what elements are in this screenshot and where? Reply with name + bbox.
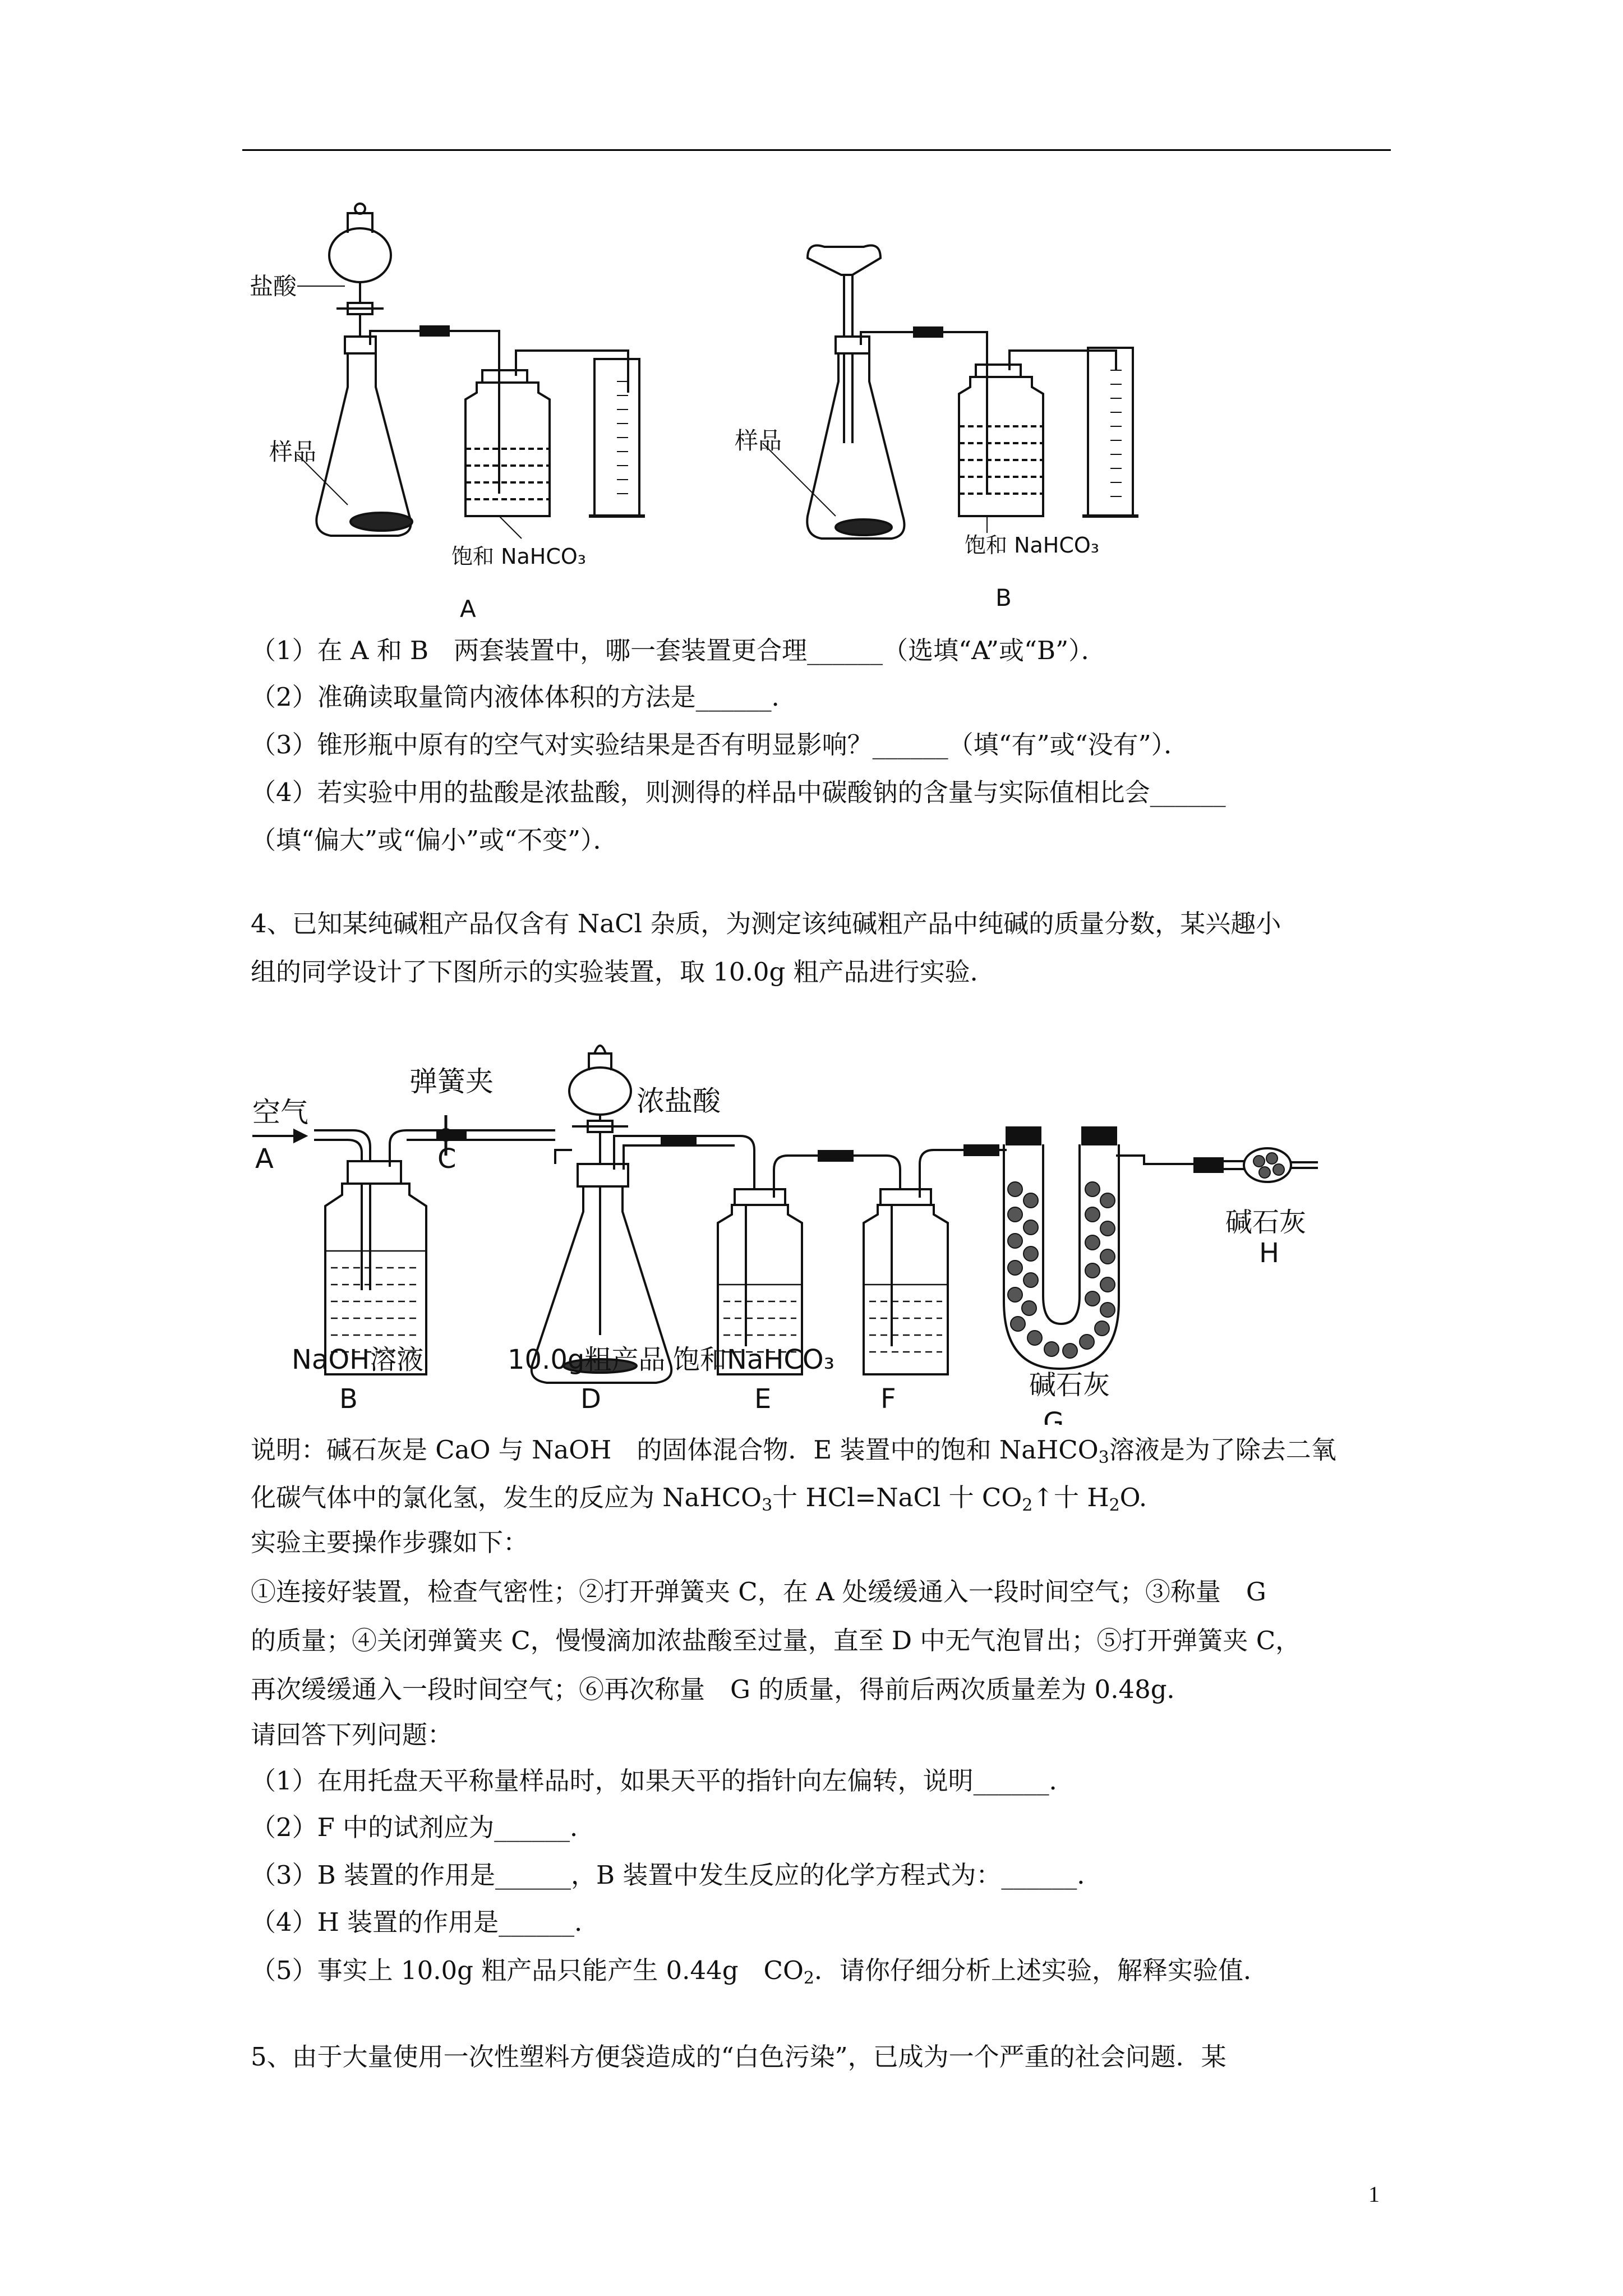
drying-tube-h <box>1195 1148 1318 1182</box>
label-f: F <box>880 1383 896 1415</box>
apparatus-a <box>297 204 645 539</box>
label-naoh: NaOH溶液 <box>292 1344 424 1375</box>
label-clip: 弹簧夹 <box>409 1065 494 1098</box>
label-c: C <box>437 1143 457 1175</box>
q4-item-2: （2）F 中的试剂应为______． <box>251 1812 596 1842</box>
q5-stem-line-1: 5、由于大量使用一次性塑料方便袋造成的“白色污染”，已成为一个严重的社会问题．某 <box>251 2042 1227 2072</box>
label-sat-nahco3: 饱和NaHCO₃ <box>673 1344 834 1375</box>
q3-item-2: （2）准确读取量筒内液体体积的方法是______． <box>251 682 797 712</box>
label-lime-h: 碱石灰 <box>1225 1207 1307 1238</box>
bottle-b <box>325 1130 426 1374</box>
page-number: 1 <box>1368 2182 1380 2207</box>
bottle-f <box>864 1150 1007 1374</box>
q4-note-line-1: 说明：碱石灰是 CaO 与 NaOH 的固体混合物．E 装置中的饱和 NaHCO$_3$溶液是为了除去二氧 <box>251 1435 1336 1467</box>
apparatus-b <box>763 246 1138 539</box>
label-lime-g: 碱石灰 <box>1029 1369 1110 1401</box>
q4-ask: 请回答下列问题： <box>251 1720 453 1750</box>
q4-item-1: （1）在用托盘天平称量样品时，如果天平的指针向左偏转，说明______． <box>251 1766 1075 1796</box>
q3-item-3: （3）锥形瓶中原有的空气对实验结果是否有明显影响？______（填“有”或“没有”）． <box>251 730 1189 760</box>
label-nahco3-a: 饱和 NaHCO₃ <box>451 544 587 569</box>
q3-item-1: （1）在 A 和 B 两套装置中，哪一套装置更合理______（选填“A”或“B”）． <box>251 636 1106 665</box>
figure-apparatus-q4 <box>241 1021 1363 1425</box>
caption-b: B <box>995 584 1012 611</box>
label-sample-a: 样品 <box>269 438 317 466</box>
q4-steps-title: 实验主要操作步骤如下： <box>251 1527 529 1557</box>
label-nahco3-b: 饱和 NaHCO₃ <box>965 533 1100 558</box>
q4-item-3: （3）B 装置的作用是______，B 装置中发生反应的化学方程式为：______． <box>251 1860 1103 1890</box>
label-air: 空气 <box>252 1096 308 1129</box>
label-conc-acid: 浓盐酸 <box>637 1085 721 1117</box>
label-d: D <box>580 1383 601 1415</box>
label-a: A <box>255 1143 274 1175</box>
label-acid: 盐酸 <box>250 273 297 300</box>
q4-note-line-2: 化碳气体中的氯化氢，发生的反应为 NaHCO$_3$十 HCl=NaCl 十 $CO_2↑$十 $H_2O$. <box>251 1483 1147 1515</box>
label-sample-b: 样品 <box>735 427 782 454</box>
q4-stem-line-1: 4、已知某纯碱粗产品仅含有 NaCl 杂质，为测定该纯碱粗产品中纯碱的质量分数，某兴趣小 <box>251 909 1281 938</box>
label-h: H <box>1259 1237 1280 1269</box>
bottle-e <box>718 1156 886 1374</box>
label-crude: 10.0g粗产品 <box>508 1344 666 1375</box>
caption-a: A <box>460 595 476 623</box>
figure-apparatus-ab <box>236 202 1144 628</box>
q4-steps-line-3: 再次缓缓通入一段时间空气；⑥再次称量 G 的质量，得前后两次质量差为 0.48g． <box>251 1674 1192 1704</box>
label-e: E <box>754 1383 772 1415</box>
q4-steps-line-1: ①连接好装置，检查气密性；②打开弹簧夹 C，在 A 处缓缓通入一段时间空气；③称量 G <box>251 1577 1266 1607</box>
label-g: G <box>1043 1407 1064 1425</box>
header-rule <box>242 149 1391 151</box>
q4-item-4: （4）H 装置的作用是______． <box>251 1907 600 1937</box>
u-tube-g <box>1004 1128 1195 1369</box>
q3-item-4-cont: （填“偏大”或“偏小”或“不变”）． <box>251 825 619 855</box>
q3-item-4: （4）若实验中用的盐酸是浓盐酸，则测得的样品中碳酸钠的含量与实际值相比会______ <box>251 777 1226 807</box>
q4-stem-line-2: 组的同学设计了下图所示的实验装置，取 10.0g 粗产品进行实验． <box>251 957 995 987</box>
q4-steps-line-2: 的质量；④关闭弹簧夹 C，慢慢滴加浓盐酸至过量，直至 D 中无气泡冒出；⑤打开弹簧夹 C， <box>251 1626 1301 1655</box>
q4-item-5: （5）事实上 10.0g 粗产品只能产生 0.44g $CO_2$．请你仔细分析上述实验，解释实验值． <box>251 1955 1269 1988</box>
label-b: B <box>339 1383 358 1415</box>
